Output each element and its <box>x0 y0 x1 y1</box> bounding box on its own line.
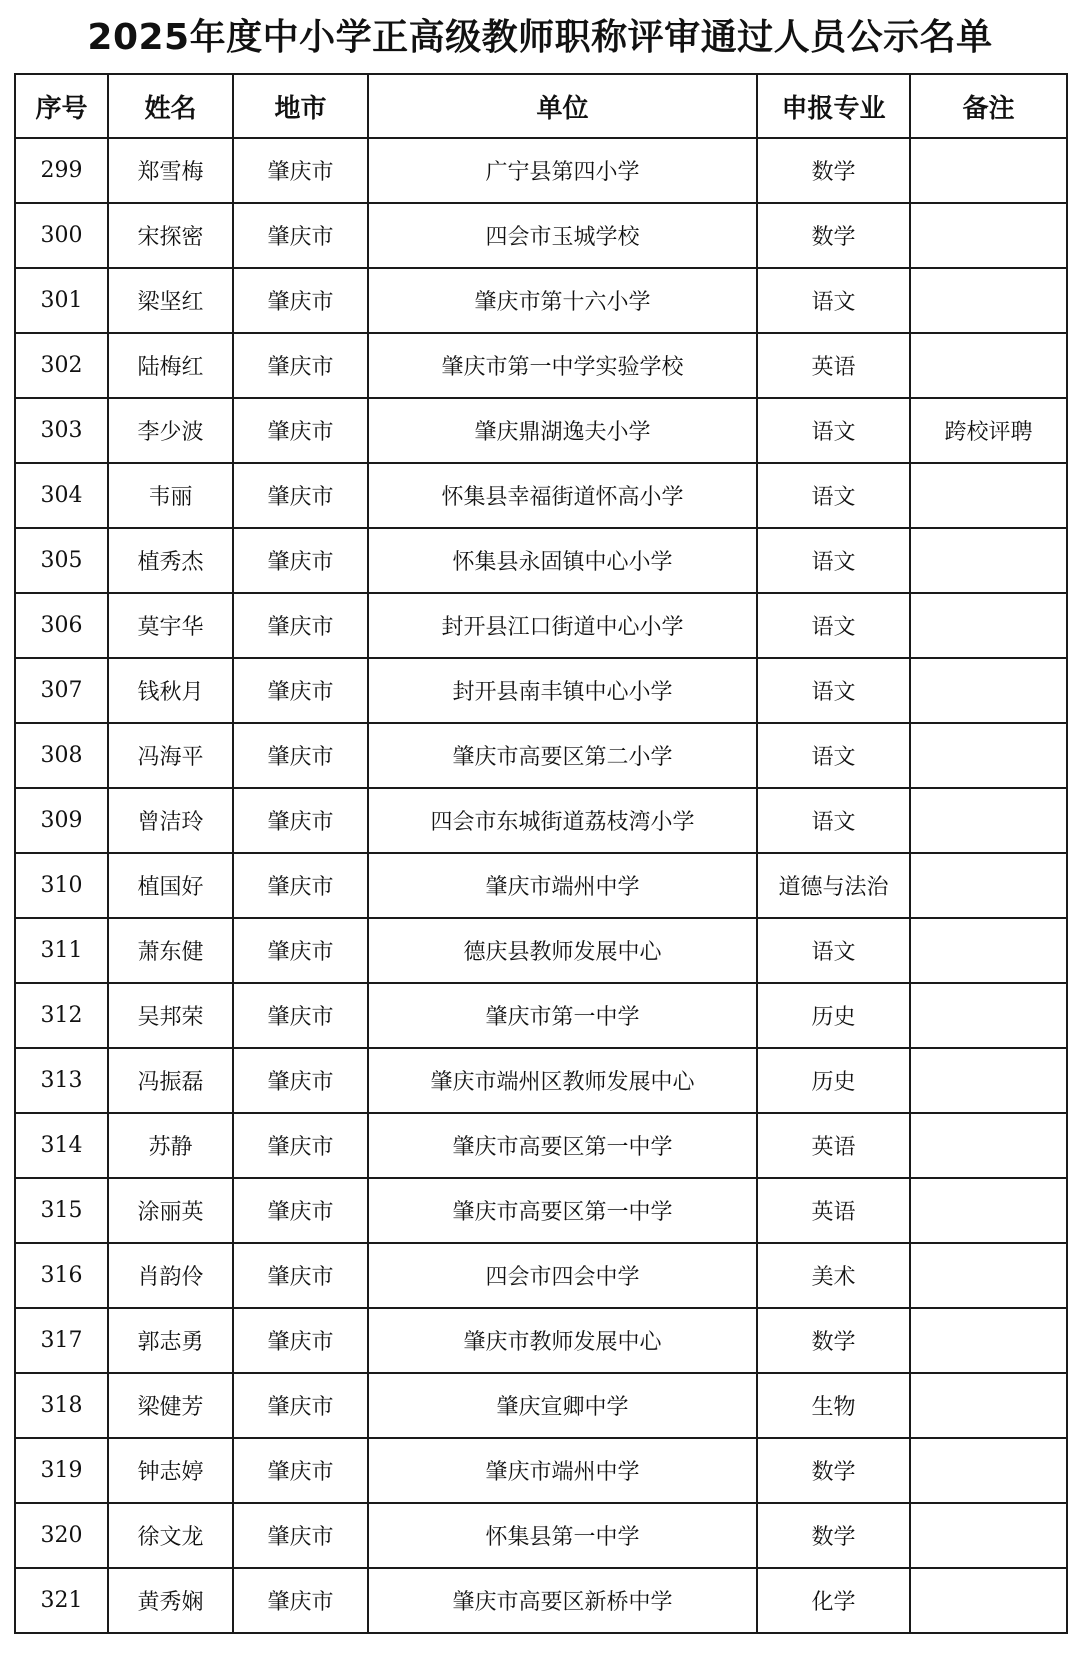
table-row <box>15 658 1067 723</box>
cell-unit: 肇庆市端州区教师发展中心 <box>368 1048 757 1113</box>
cell-name: 梁坚红 <box>108 268 233 333</box>
cell-city: 肇庆市 <box>233 463 368 528</box>
header-row <box>15 74 1067 138</box>
cell-serial-number: 315 <box>15 1178 108 1243</box>
cell-unit: 肇庆市第十六小学 <box>368 268 757 333</box>
cell-subject: 历史 <box>757 1048 910 1113</box>
cell-note <box>910 1243 1067 1308</box>
table-row <box>15 528 1067 593</box>
cell-serial-number: 320 <box>15 1503 108 1568</box>
cell-subject: 语文 <box>757 788 910 853</box>
cell-subject: 数学 <box>757 138 910 203</box>
cell-name: 梁健芳 <box>108 1373 233 1438</box>
cell-serial-number: 311 <box>15 918 108 983</box>
cell-name: 钱秋月 <box>108 658 233 723</box>
table-row <box>15 333 1067 398</box>
cell-note <box>910 1438 1067 1503</box>
cell-name: 吴邦荣 <box>108 983 233 1048</box>
table-row <box>15 138 1067 203</box>
cell-subject: 语文 <box>757 528 910 593</box>
cell-name: 萧东健 <box>108 918 233 983</box>
cell-serial-number: 308 <box>15 723 108 788</box>
cell-city: 肇庆市 <box>233 853 368 918</box>
cell-name: 植秀杰 <box>108 528 233 593</box>
cell-city: 肇庆市 <box>233 1178 368 1243</box>
cell-note <box>910 528 1067 593</box>
cell-unit: 肇庆市教师发展中心 <box>368 1308 757 1373</box>
header-subject: 申报专业 <box>757 74 910 138</box>
table-row <box>15 1308 1067 1373</box>
header-city: 地市 <box>233 74 368 138</box>
cell-serial-number: 310 <box>15 853 108 918</box>
cell-unit: 怀集县第一中学 <box>368 1503 757 1568</box>
cell-serial-number: 321 <box>15 1568 108 1633</box>
table-row <box>15 268 1067 333</box>
cell-subject: 数学 <box>757 1308 910 1373</box>
cell-subject: 化学 <box>757 1568 910 1633</box>
cell-name: 曾洁玲 <box>108 788 233 853</box>
table-header <box>15 74 1067 138</box>
cell-note <box>910 1568 1067 1633</box>
cell-unit: 四会市四会中学 <box>368 1243 757 1308</box>
cell-name: 郭志勇 <box>108 1308 233 1373</box>
cell-subject: 英语 <box>757 333 910 398</box>
cell-subject: 数学 <box>757 1503 910 1568</box>
table-row <box>15 1373 1067 1438</box>
cell-city: 肇庆市 <box>233 723 368 788</box>
cell-serial-number: 305 <box>15 528 108 593</box>
cell-name: 郑雪梅 <box>108 138 233 203</box>
cell-serial-number: 302 <box>15 333 108 398</box>
cell-name: 苏静 <box>108 1113 233 1178</box>
cell-subject: 道德与法治 <box>757 853 910 918</box>
cell-subject: 语文 <box>757 723 910 788</box>
table-row <box>15 723 1067 788</box>
cell-city: 肇庆市 <box>233 1438 368 1503</box>
cell-note: 跨校评聘 <box>910 398 1067 463</box>
cell-subject: 英语 <box>757 1178 910 1243</box>
cell-unit: 肇庆市端州中学 <box>368 1438 757 1503</box>
cell-serial-number: 299 <box>15 138 108 203</box>
table-row <box>15 398 1067 463</box>
cell-subject: 历史 <box>757 983 910 1048</box>
cell-note <box>910 853 1067 918</box>
cell-unit: 封开县江口街道中心小学 <box>368 593 757 658</box>
cell-note <box>910 918 1067 983</box>
header-serial-number: 序号 <box>15 74 108 138</box>
cell-city: 肇庆市 <box>233 1243 368 1308</box>
cell-city: 肇庆市 <box>233 1113 368 1178</box>
cell-serial-number: 303 <box>15 398 108 463</box>
cell-serial-number: 307 <box>15 658 108 723</box>
cell-subject: 美术 <box>757 1243 910 1308</box>
cell-unit: 肇庆宣卿中学 <box>368 1373 757 1438</box>
cell-note <box>910 1308 1067 1373</box>
cell-name: 宋探密 <box>108 203 233 268</box>
cell-subject: 语文 <box>757 658 910 723</box>
cell-note <box>910 463 1067 528</box>
cell-unit: 肇庆市高要区第一中学 <box>368 1178 757 1243</box>
cell-city: 肇庆市 <box>233 658 368 723</box>
table-row <box>15 918 1067 983</box>
table-row <box>15 1113 1067 1178</box>
cell-subject: 语文 <box>757 463 910 528</box>
cell-note <box>910 983 1067 1048</box>
cell-unit: 怀集县永固镇中心小学 <box>368 528 757 593</box>
cell-name: 莫宇华 <box>108 593 233 658</box>
cell-note <box>910 593 1067 658</box>
cell-unit: 肇庆市第一中学实验学校 <box>368 333 757 398</box>
cell-serial-number: 306 <box>15 593 108 658</box>
cell-subject: 语文 <box>757 918 910 983</box>
cell-city: 肇庆市 <box>233 983 368 1048</box>
cell-note <box>910 788 1067 853</box>
cell-note <box>910 333 1067 398</box>
cell-subject: 生物 <box>757 1373 910 1438</box>
table-row <box>15 203 1067 268</box>
cell-serial-number: 312 <box>15 983 108 1048</box>
cell-note <box>910 1048 1067 1113</box>
cell-unit: 肇庆市高要区第一中学 <box>368 1113 757 1178</box>
cell-unit: 德庆县教师发展中心 <box>368 918 757 983</box>
cell-city: 肇庆市 <box>233 593 368 658</box>
cell-unit: 肇庆鼎湖逸夫小学 <box>368 398 757 463</box>
cell-name: 陆梅红 <box>108 333 233 398</box>
header-name: 姓名 <box>108 74 233 138</box>
cell-serial-number: 313 <box>15 1048 108 1113</box>
header-note: 备注 <box>910 74 1067 138</box>
cell-note <box>910 1178 1067 1243</box>
cell-note <box>910 203 1067 268</box>
cell-city: 肇庆市 <box>233 1373 368 1438</box>
cell-note <box>910 268 1067 333</box>
cell-unit: 肇庆市第一中学 <box>368 983 757 1048</box>
table-row <box>15 1503 1067 1568</box>
cell-subject: 语文 <box>757 593 910 658</box>
cell-city: 肇庆市 <box>233 333 368 398</box>
cell-subject: 数学 <box>757 203 910 268</box>
cell-city: 肇庆市 <box>233 1568 368 1633</box>
cell-city: 肇庆市 <box>233 918 368 983</box>
cell-serial-number: 309 <box>15 788 108 853</box>
table-row <box>15 1243 1067 1308</box>
cell-name: 涂丽英 <box>108 1178 233 1243</box>
cell-name: 植国好 <box>108 853 233 918</box>
cell-city: 肇庆市 <box>233 398 368 463</box>
cell-serial-number: 300 <box>15 203 108 268</box>
header-unit: 单位 <box>368 74 757 138</box>
cell-name: 李少波 <box>108 398 233 463</box>
cell-note <box>910 658 1067 723</box>
cell-serial-number: 304 <box>15 463 108 528</box>
table-row <box>15 1178 1067 1243</box>
cell-name: 冯振磊 <box>108 1048 233 1113</box>
cell-note <box>910 1503 1067 1568</box>
cell-name: 肖韵伶 <box>108 1243 233 1308</box>
table-row <box>15 788 1067 853</box>
cell-unit: 肇庆市高要区第二小学 <box>368 723 757 788</box>
cell-unit: 肇庆市端州中学 <box>368 853 757 918</box>
cell-city: 肇庆市 <box>233 1503 368 1568</box>
cell-note <box>910 1373 1067 1438</box>
table-row <box>15 463 1067 528</box>
cell-note <box>910 723 1067 788</box>
cell-serial-number: 316 <box>15 1243 108 1308</box>
cell-unit: 封开县南丰镇中心小学 <box>368 658 757 723</box>
cell-serial-number: 318 <box>15 1373 108 1438</box>
cell-name: 黄秀娴 <box>108 1568 233 1633</box>
cell-serial-number: 301 <box>15 268 108 333</box>
cell-subject: 语文 <box>757 398 910 463</box>
cell-name: 韦丽 <box>108 463 233 528</box>
table-row <box>15 983 1067 1048</box>
cell-serial-number: 314 <box>15 1113 108 1178</box>
cell-city: 肇庆市 <box>233 788 368 853</box>
cell-unit: 肇庆市高要区新桥中学 <box>368 1568 757 1633</box>
cell-subject: 英语 <box>757 1113 910 1178</box>
document-title: 2025年度中小学正高级教师职称评审通过人员公示名单 <box>87 17 993 58</box>
cell-city: 肇庆市 <box>233 203 368 268</box>
table-body <box>15 138 1067 1633</box>
cell-city: 肇庆市 <box>233 1048 368 1113</box>
cell-serial-number: 317 <box>15 1308 108 1373</box>
table-row <box>15 1568 1067 1633</box>
table-row <box>15 1438 1067 1503</box>
cell-subject: 语文 <box>757 268 910 333</box>
cell-note <box>910 1113 1067 1178</box>
cell-serial-number: 319 <box>15 1438 108 1503</box>
cell-city: 肇庆市 <box>233 1308 368 1373</box>
table-row <box>15 853 1067 918</box>
cell-subject: 数学 <box>757 1438 910 1503</box>
cell-city: 肇庆市 <box>233 528 368 593</box>
cell-name: 徐文龙 <box>108 1503 233 1568</box>
table-row <box>15 593 1067 658</box>
cell-unit: 怀集县幸福街道怀高小学 <box>368 463 757 528</box>
cell-unit: 广宁县第四小学 <box>368 138 757 203</box>
table-row <box>15 1048 1067 1113</box>
cell-city: 肇庆市 <box>233 138 368 203</box>
approved-personnel-table <box>14 73 1068 1634</box>
cell-name: 冯海平 <box>108 723 233 788</box>
cell-city: 肇庆市 <box>233 268 368 333</box>
cell-name: 钟志婷 <box>108 1438 233 1503</box>
cell-unit: 四会市东城街道荔枝湾小学 <box>368 788 757 853</box>
cell-unit: 四会市玉城学校 <box>368 203 757 268</box>
cell-note <box>910 138 1067 203</box>
